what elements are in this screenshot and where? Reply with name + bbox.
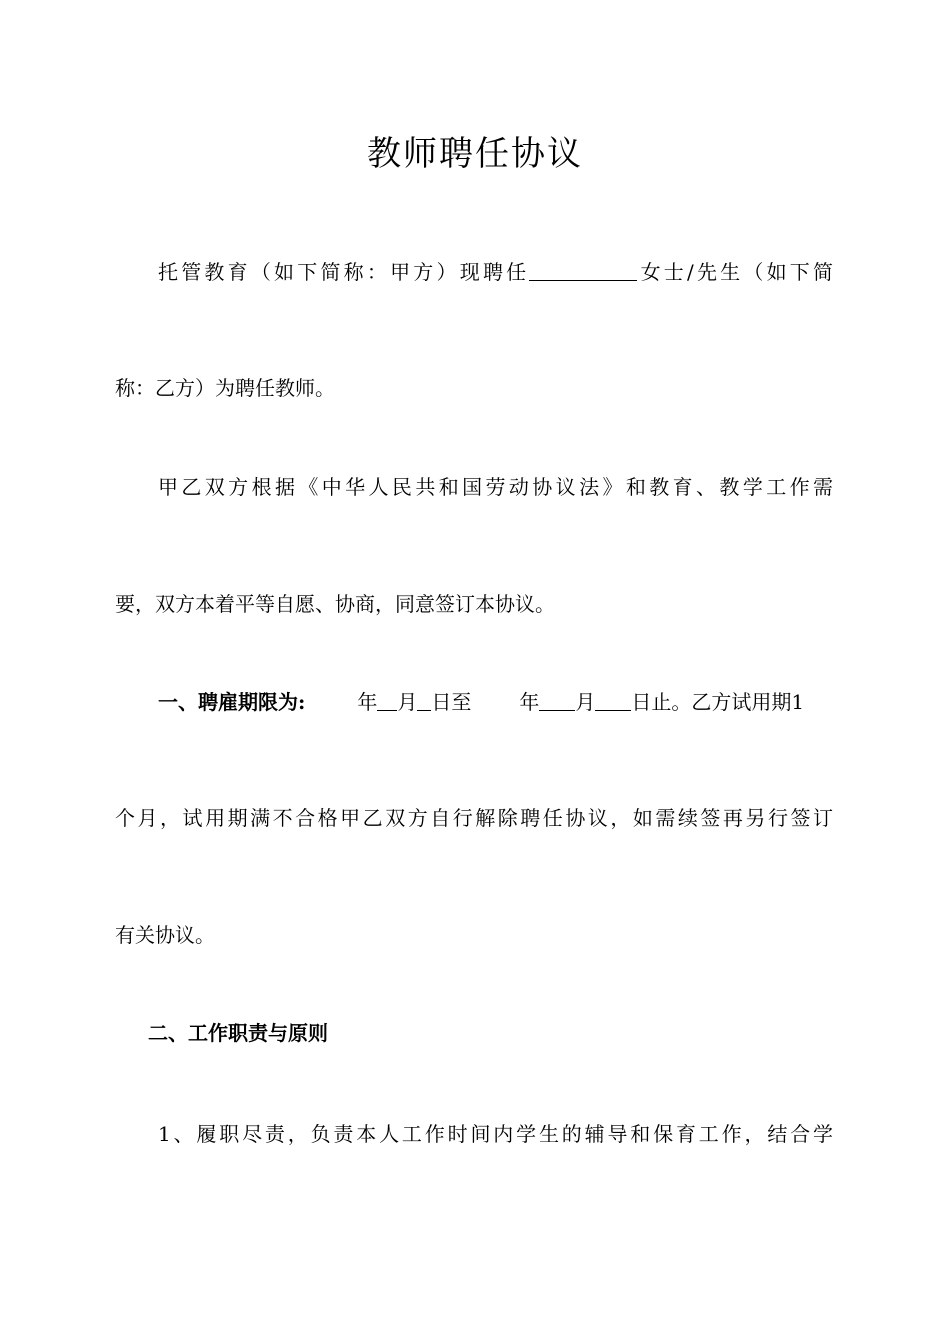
- start-month: 月: [397, 690, 418, 714]
- name-blank: [529, 260, 637, 281]
- section1-line1: [115, 687, 833, 717]
- end-day-and-probation: 日止。乙方试用期1: [631, 690, 805, 714]
- section2-heading: 二、工作职责与原则: [148, 1021, 328, 1045]
- section1-line3: 有关协议。: [115, 923, 215, 947]
- end-day-blank: [595, 690, 631, 711]
- start-day: 日至: [431, 690, 472, 714]
- end-year: 年: [519, 690, 540, 714]
- section1-label: 一、聘雇期限为:: [158, 690, 306, 714]
- start-year: 年: [357, 690, 378, 714]
- end-month-blank: [539, 690, 575, 711]
- para2-line1: 甲乙双方根据《中华人民共和国劳动协议法》和教育、教学工作需: [158, 475, 833, 499]
- para2-line2: 要，双方本着平等自愿、协商，同意签订本协议。: [115, 592, 555, 616]
- start-day-blank: [417, 690, 431, 711]
- section2-item1-line1: 1、履职尽责，负责本人工作时间内学生的辅导和保育工作，结合学: [158, 1122, 833, 1146]
- para1-line1: [115, 257, 833, 287]
- document-title: 教师聘任协议: [367, 134, 583, 174]
- start-month-blank: [377, 690, 397, 711]
- para1-text-after-blank: 女士/先生（如下简: [637, 260, 834, 284]
- end-month: 月: [575, 690, 596, 714]
- para1-text-before-blank: 托管教育（如下简称：甲方）现聘任: [158, 260, 530, 284]
- para1-line2: 称：乙方）为聘任教师。: [115, 376, 335, 400]
- section1-line2: 个月，试用期满不合格甲乙双方自行解除聘任协议，如需续签再另行签订: [115, 806, 833, 830]
